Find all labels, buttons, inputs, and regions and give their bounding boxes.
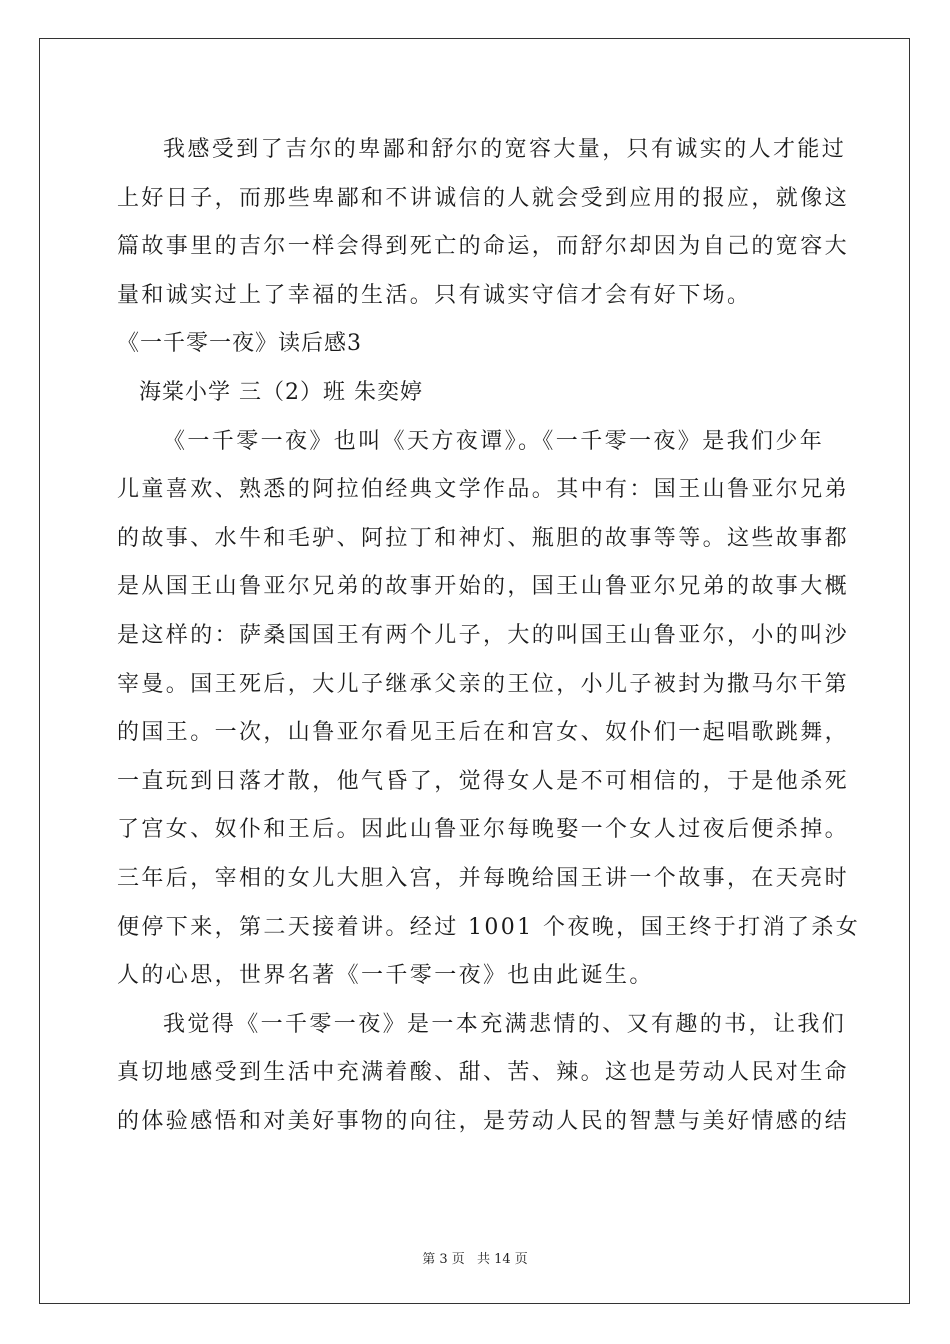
text-line: 便停下来，第二天接着讲。经过 1001 个夜晚，国王终于打消了杀女 <box>117 914 861 940</box>
section-heading: 《一千零一夜》读后感3 <box>117 331 362 357</box>
text-line: 我感受到了吉尔的卑鄙和舒尔的宽容大量，只有诚实的人才能过 <box>163 137 847 162</box>
text-line: 真切地感受到生活中充满着酸、甜、苦、辣。这也是劳动人民对生命 <box>117 1060 850 1086</box>
text-line: 量和诚实过上了幸福的生活。只有诚实守信才会有好下场。 <box>117 282 752 308</box>
text-line: 《一千零一夜》也叫《天方夜谭》。《一千零一夜》是我们少年 <box>163 428 825 454</box>
text-line: 是这样的：萨桑国国王有两个儿子，大的叫国王山鲁亚尔，小的叫沙 <box>117 622 850 648</box>
page-footer <box>0 1248 950 1267</box>
text-line: 人的心思，世界名著《一千零一夜》也由此诞生。 <box>117 963 654 989</box>
text-line: 的国王。一次，山鲁亚尔看见王后在和宫女、奴仆们一起唱歌跳舞， <box>117 720 850 746</box>
text-line: 了宫女、奴仆和王后。因此山鲁亚尔每晚娶一个女人过夜后便杀掉。 <box>117 817 850 843</box>
text-line: 的故事、水牛和毛驴、阿拉丁和神灯、瓶胆的故事等等。这些故事都 <box>117 525 850 551</box>
text-line: 是从国王山鲁亚尔兄弟的故事开始的，国王山鲁亚尔兄弟的故事大概 <box>117 574 850 600</box>
document-body <box>117 126 861 1146</box>
text-line: 我觉得《一千零一夜》是一本充满悲情的、又有趣的书，让我们 <box>163 1011 847 1037</box>
text-line: 上好日子，而那些卑鄙和不讲诚信的人就会受到应用的报应，就像这 <box>117 185 850 211</box>
text-line: 一直玩到日落才散，他气昏了，觉得女人是不可相信的，于是他杀死 <box>117 768 850 794</box>
text-line: 三年后，宰相的女儿大胆入宫，并每晚给国王讲一个故事，在天亮时 <box>117 865 850 891</box>
text-line: 宰曼。国王死后，大儿子继承父亲的王位，小儿子被封为撒马尔干第 <box>117 671 850 697</box>
text-line: 篇故事里的吉尔一样会得到死亡的命运，而舒尔却因为自己的宽容大 <box>117 234 850 260</box>
text-line: 儿童喜欢、熟悉的阿拉伯经典文学作品。其中有：国王山鲁亚尔兄弟 <box>117 477 850 503</box>
page-number: 第 3 页 <box>422 1252 465 1267</box>
text-line: 的体验感悟和对美好事物的向往，是劳动人民的智慧与美好情感的结 <box>117 1108 850 1134</box>
author-line: 海棠小学 三（2）班 朱奕婷 <box>139 379 423 405</box>
page-total: 共 14 页 <box>476 1252 528 1267</box>
